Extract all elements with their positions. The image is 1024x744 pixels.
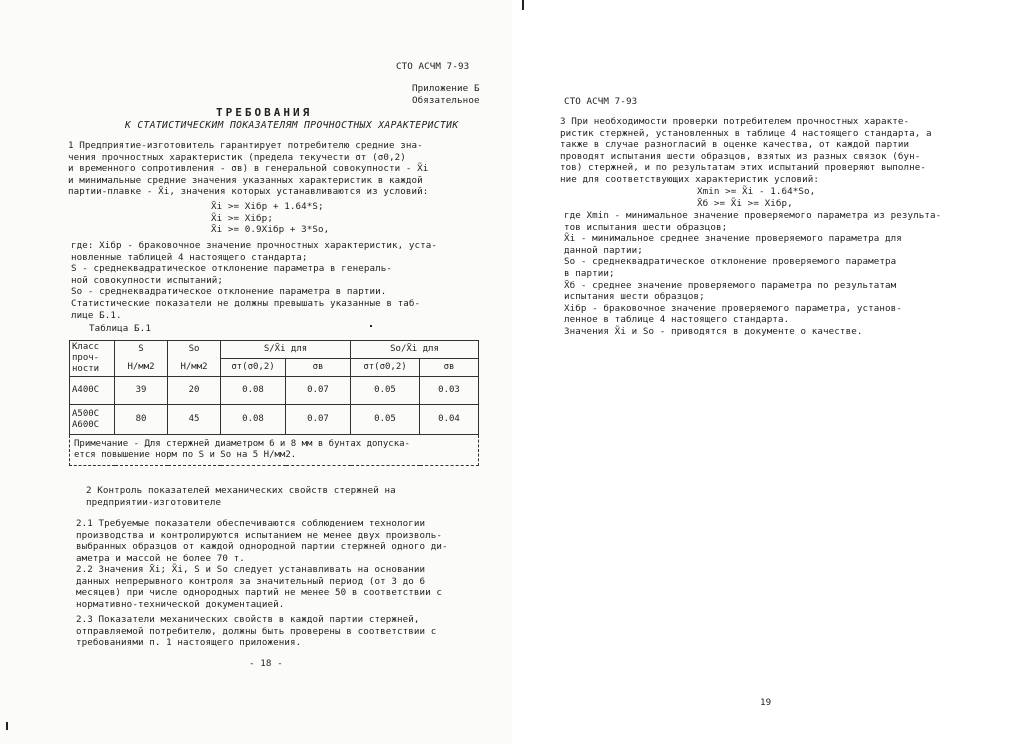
cell-class: А400С [70, 377, 115, 405]
page-number: 19 [760, 697, 772, 708]
page-number: - 18 - [249, 658, 283, 669]
unit-s: Н/мм2 [115, 359, 168, 377]
cell-value: 0.05 [351, 377, 420, 405]
col-header-s: S [115, 341, 168, 359]
scan-speck [370, 325, 372, 327]
col-header-so: So [168, 341, 221, 359]
sub-header: σт(σ0,2) [351, 359, 420, 377]
cell-value: 0.03 [420, 377, 479, 405]
scan-mark [6, 722, 8, 730]
cell-value: 0.08 [221, 377, 286, 405]
sub-header: σв [420, 359, 479, 377]
col-header-sxi: S/X̄i для [221, 341, 351, 359]
cell-s: 39 [115, 377, 168, 405]
cell-so: 20 [168, 377, 221, 405]
table-row [70, 377, 479, 405]
scan-mark [522, 0, 524, 10]
paragraph-2-2: 2.2 Значения X̄i; X̃i, S и So следует устанавливать на основании данных непрерывного контроля за значительный период (от 3 до 6 месяцев) при числе однородных партий не менее 50 в соответствии с нормативно-технической документацией. [76, 564, 443, 610]
paragraph-3: 3 При необходимости проверки потребителем прочностных характе- ристик стержней, установленных в таблице 4 настоящего стандарта, а также в случае разногласий в оценке качества, от каждой партии проводят испытания шести образцов, взятых из разных связок (бун- тов) стержней, и по результатам этих испытаний проверяют выполне- ние для соответствующих характеристик условий: [560, 116, 932, 185]
header-code: СТО АСЧМ 7-93 [396, 61, 470, 72]
cell-value: 0.04 [420, 405, 479, 435]
section-2-heading: 2 Контроль показателей механических свойств стержней на предприятии-изготовителе [86, 485, 396, 508]
definitions-block: где Хmin - минимальное значение проверяемого параметра из результа- тов испытания шести образцов; X̃i - минимальное среднее значение проверяемого параметра для данной партии; So - среднеквадратическое отклонение проверяемого параметра в партии; X̄б - среднее значение проверяемого параметра по результатам испытания шести образцов; Хiбр - браковочное значение проверяемого параметра, установ- ленное в таблице 4 настоящего стандарта. Значения X̃i и So - приводятся в документе о качестве. [564, 210, 942, 337]
paragraph-2-1: 2.1 Требуемые показатели обеспечиваются соблюдением технологии производства и контролируются испытанием не менее двух произволь- выбранных образцов от каждой однородной партии стержней одного ди- аметра и массой не более 70 т. [76, 518, 448, 564]
table-note: Примечание - Для стержней диаметром 6 и 8 мм в бунтах допуска- ется повышение норм по S и So на 5 Н/мм2. [70, 435, 479, 466]
header-code: СТО АСЧМ 7-93 [564, 96, 638, 107]
definitions-block: где: Хiбр - браковочное значение прочностных характеристик, уста- новленные таблицей 4 настоящего стандарта; S - среднеквадратическое отклонение параметра в генераль- ной совокупности испытаний; So - среднеквадратическое отклонение параметра в партии. Статистические показатели не должны превышать указанные в таб- лице Б.1. [71, 240, 438, 321]
document-subtitle: К СТАТИСТИЧЕСКИМ ПОКАЗАТЕЛЯМ ПРОЧНОСТНЫХ ХАРАКТЕРИСТИК [125, 120, 459, 131]
document-title: ТРЕБОВАНИЯ [216, 106, 313, 119]
cell-value: 0.07 [286, 377, 351, 405]
sub-header: σв [286, 359, 351, 377]
table-row [70, 405, 479, 435]
formula-block: Хmin >= X̃i - 1.64*So, X̄б >= X̃i >= Хiбр, [697, 186, 816, 209]
intro-paragraph: 1 Предприятие-изготовитель гарантирует потребителю средние зна- чения прочностных характеристик (предела текучести σт (σ0,2) и временного сопротивления - σв) в генеральной совокупности - X̃i и минимальные средние значения указанных характеристик в каждой партии-плавке - X̄i, значения которых устанавливаются из условий: [68, 140, 429, 198]
statistics-table [69, 340, 479, 466]
cell-s: 80 [115, 405, 168, 435]
col-header-soxi: So/X̄i для [351, 341, 479, 359]
cell-value: 0.07 [286, 405, 351, 435]
cell-value: 0.05 [351, 405, 420, 435]
cell-class: А500С А600С [70, 405, 115, 435]
col-header-class: Класс проч- ности [70, 341, 115, 377]
appendix-label: Приложение Б Обязательное [412, 83, 480, 106]
right-page [512, 0, 1024, 744]
formula-block: X̄i >= Хiбр + 1.64*S; X̃i >= Хiбр; X̄i >= 0.9Хiбр + 3*So, [211, 201, 330, 236]
paragraph-2-3: 2.3 Показатели механических свойств в каждой партии стержней, отправляемой потребителю, должны быть проверены в соответствии с требованиями п. 1 настоящего приложения. [76, 614, 437, 649]
unit-so: Н/мм2 [168, 359, 221, 377]
table-caption: Таблица Б.1 [89, 323, 151, 334]
cell-so: 45 [168, 405, 221, 435]
cell-value: 0.08 [221, 405, 286, 435]
sub-header: σт(σ0,2) [221, 359, 286, 377]
